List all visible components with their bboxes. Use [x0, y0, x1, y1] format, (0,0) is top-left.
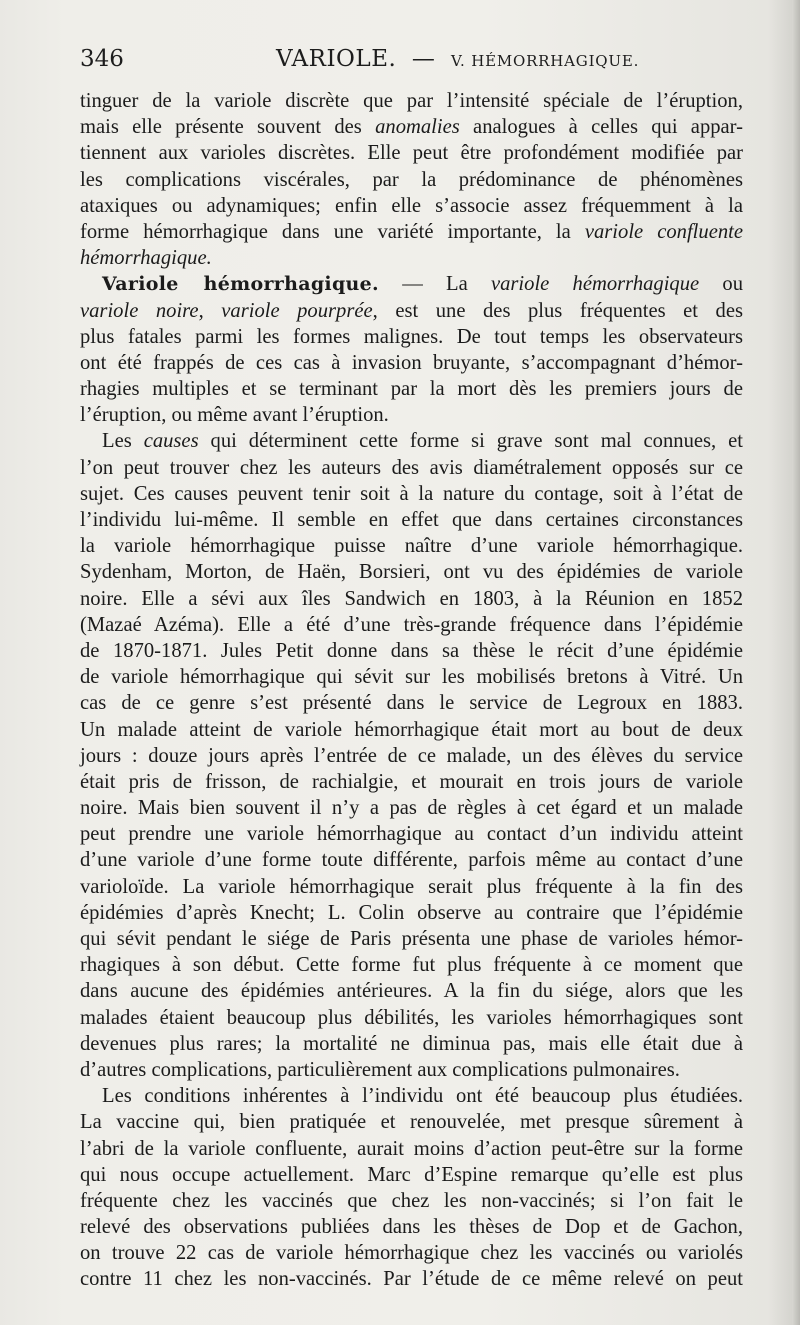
text-line: devenues plus rares; la mortalité ne diminua pas, mais elle était due à	[80, 1032, 743, 1055]
text-line: sujet. Ces causes peuvent tenir soit à la nature du contage, soit à l’état de	[80, 482, 743, 505]
text-line: épidémies d’après Knecht; L. Colin observe au contraire que l’épidémie	[80, 901, 743, 924]
text-line: dans aucune des épidémies antérieures. A la fin du siége, alors que les	[80, 980, 743, 1003]
text-line: Un malade atteint de variole hémorrhagique était mort au bout de deux	[80, 718, 743, 741]
emphasis-causes: causes	[143, 430, 199, 453]
page-edge-shadow	[792, 0, 800, 1325]
emphasis-variole-confluente: variole confluente	[584, 220, 743, 243]
page-number: 346	[80, 46, 124, 72]
text-line: contre 11 chez les non-vaccinés. Par l’étude de ce même relevé on peut	[80, 1268, 743, 1291]
text-line: jours : douze jours après l’entrée de ce malade, un des élèves du service	[80, 744, 743, 767]
text-line: d’autres complications, particulièrement aux complications pulmonaires.	[80, 1058, 680, 1081]
text-line: tinguer de la variole discrète que par l’intensité spéciale de l’éruption,	[80, 90, 743, 112]
text-line: l’abri de la variole confluente, aurait moins d’action peut-être sur la forme	[80, 1137, 743, 1160]
text-line: l’éruption, ou même avant l’éruption.	[80, 404, 389, 427]
text-line: cas de ce genre s’est présenté dans le service de Legroux en 1883.	[80, 692, 743, 715]
text-line: relevé des observations publiées dans les thèses de Dop et de Gachon,	[80, 1216, 743, 1239]
text-line: plus fatales parmi les formes malignes. De tout temps les observateurs	[80, 325, 743, 348]
text-line: ont été frappés de ces cas à invasion bruyante, s’accompagnant d’hémor-	[80, 351, 743, 374]
section-heading: Variole hémorrhagique.	[102, 273, 379, 296]
text-line: qui sévit pendant le siége de Paris présenta une phase de varioles hémor-	[80, 928, 743, 950]
text-line: l’individu lui-même. Il semble en effet que dans certaines circonstances	[80, 509, 743, 531]
running-title-sub: V. HÉMORRHAGIQUE.	[451, 52, 640, 70]
text-line	[80, 245, 743, 271]
text-line: était pris de frisson, de rachialgie, et mourait en trois jours de variole	[80, 770, 743, 793]
text-line: noire. Mais bien souvent il n’y a pas de règles à cet égard et un malade	[80, 797, 743, 820]
text-line: rhagiques à son début. Cette forme fut plus fréquente à ce moment que	[80, 954, 743, 977]
text-line: qui nous occupe actuellement. Marc d’Espine remarque qu’elle est plus	[80, 1163, 743, 1186]
text-line: tiennent aux varioles discrètes. Elle peut être profondément modifiée par	[80, 142, 743, 165]
text-line: Les causes qui déterminent cette forme si grave sont mal connues, et	[102, 430, 743, 453]
body-text	[80, 88, 743, 1293]
text-line: de variole hémorrhagique qui sévit sur les mobilisés bretons à Vitré. Un	[80, 666, 743, 689]
text-line: mais elle présente souvent des anomalies analogues à celles qui appar-	[80, 116, 743, 139]
emphasis-variole-noire: variole noire	[80, 299, 199, 322]
text-line: Sydenham, Morton, de Haën, Borsieri, ont vu des épidémies de variole	[80, 561, 743, 584]
text-line: les complications viscérales, par la prédominance de phénomènes	[80, 168, 743, 191]
text-line: de 1870-1871. Jules Petit donne dans sa thèse le récit d’une épidémie	[80, 639, 743, 662]
text-line: la variole hémorrhagique puisse naître d’une variole hémorrhagique.	[80, 535, 743, 558]
text-line: peut prendre une variole hémorrhagique au contact d’un individu atteint	[80, 823, 743, 846]
running-head	[80, 46, 750, 80]
text-line: (Mazaé Azéma). Elle a été d’une très-grande fréquence dans l’épidémie	[80, 613, 743, 636]
text-line: forme hémorrhagique dans une variété importante, la variole confluente	[80, 220, 743, 243]
text-line: on trouve 22 cas de variole hémorrhagique chez les vaccinés ou variolés	[80, 1242, 743, 1265]
text-line: La vaccine qui, bien pratiquée et renouvelée, met presque sûrement à	[80, 1111, 743, 1134]
running-title-dash: —	[411, 46, 436, 72]
emphasis-hemorrhagique: hémorrhagique.	[80, 247, 212, 270]
section-heading-line: Variole hémorrhagique. — La variole hémorrhagique ou	[102, 273, 743, 296]
text-line: fréquente chez les vaccinés que chez les non-vaccinés; si l’on fait le	[80, 1189, 743, 1212]
text-line: l’on peut trouver chez les auteurs des avis diamétralement opposés sur ce	[80, 456, 743, 479]
text-line: malades étaient beaucoup plus débilités, les varioles hémorrhagiques sont	[80, 1006, 743, 1029]
text-line: ataxiques ou adynamiques; enfin elle s’associe assez fréquemment à la	[80, 194, 743, 217]
text-line: rhagies multiples et se terminant par la mort dès les premiers jours de	[80, 378, 743, 401]
text-line: Les conditions inhérentes à l’individu ont été beaucoup plus étudiées.	[102, 1085, 743, 1108]
running-title	[276, 46, 639, 72]
text-line: d’une variole d’une forme toute différente, parfois même au contact d’une	[80, 849, 743, 872]
emphasis-anomalies: anomalies	[375, 116, 460, 139]
text-line: variole noire, variole pourprée, est une des plus fréquentes et des	[80, 299, 743, 322]
emphasis-term: variole hémorrhagique	[490, 273, 700, 296]
running-title-main: VARIOLE.	[276, 46, 397, 72]
text-line: noire. Elle a sévi aux îles Sandwich en 1803, à la Réunion en 1852	[80, 587, 743, 610]
emphasis-variole-pourpree: variole pourprée	[221, 299, 373, 322]
text-line: varioloïde. La variole hémorrhagique serait plus fréquente à la fin des	[80, 875, 743, 898]
